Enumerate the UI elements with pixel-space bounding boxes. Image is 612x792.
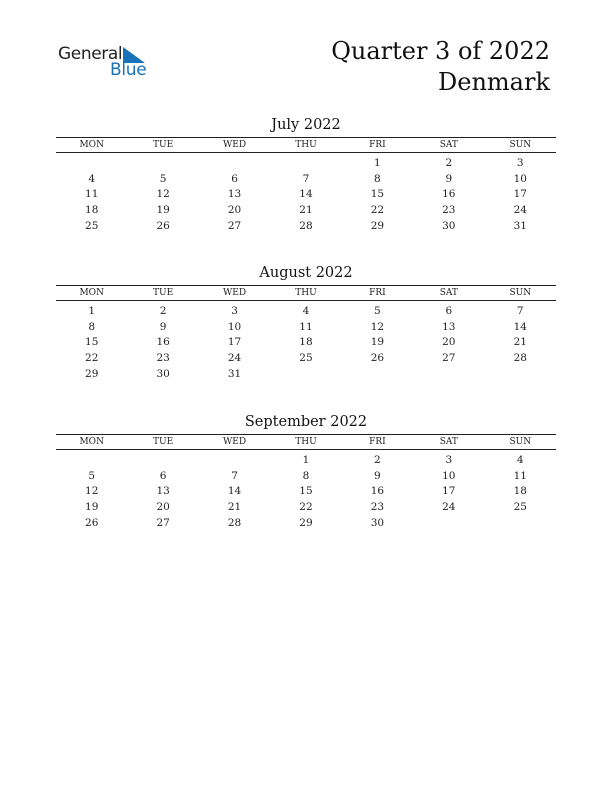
day-cell: 25 [85, 219, 99, 232]
day-cell: 24 [513, 203, 527, 216]
day-cell: 13 [156, 485, 170, 498]
calendar-grid [56, 285, 556, 381]
month-calendar-september [56, 413, 556, 530]
day-cell [413, 366, 484, 382]
day-cell: 23 [156, 351, 170, 364]
day-cell: 21 [513, 336, 527, 349]
weekday-label: SAT [413, 435, 484, 450]
day-cell: 4 [302, 304, 310, 317]
day-cell: 9 [374, 469, 381, 482]
day-cell: 31 [513, 219, 527, 232]
day-cell [485, 366, 556, 382]
day-cell: 18 [299, 336, 313, 349]
day-cell: 30 [156, 367, 170, 380]
quarter-title: Quarter 3 of 2022 [331, 37, 550, 65]
day-cell: 17 [227, 336, 242, 349]
day-cell: 24 [227, 351, 242, 364]
day-cell: 7 [231, 469, 238, 482]
day-cell: 29 [299, 516, 313, 529]
day-cell: 2 [374, 453, 381, 466]
month-title: August 2022 [259, 265, 353, 281]
day-cell: 27 [156, 516, 170, 529]
calendar-grid [56, 434, 556, 530]
day-cell: 22 [85, 351, 99, 364]
day-cell: 5 [374, 304, 381, 317]
weekday-label: MON [56, 286, 127, 301]
weekday-header-row [56, 138, 556, 153]
weekday-label: SUN [485, 138, 556, 153]
day-cell: 13 [442, 320, 456, 333]
day-cell: 1 [374, 156, 381, 169]
week-row [56, 334, 556, 350]
week-row [56, 483, 556, 499]
week-row [56, 468, 556, 484]
day-cell: 4 [88, 172, 96, 185]
week-row [56, 366, 556, 382]
day-cell: 25 [513, 500, 527, 513]
day-cell: 14 [299, 188, 313, 201]
day-cell: 19 [156, 203, 170, 216]
week-row [56, 202, 556, 218]
day-cell [485, 515, 556, 531]
day-cell: 21 [227, 500, 242, 513]
day-cell [56, 450, 127, 468]
day-cell: 25 [299, 351, 313, 364]
day-cell: 11 [513, 469, 527, 482]
day-cell: 3 [445, 453, 453, 466]
day-cell: 6 [159, 469, 167, 482]
day-cell: 17 [442, 485, 456, 498]
day-cell: 28 [227, 516, 242, 529]
day-cell: 22 [370, 203, 385, 216]
day-cell: 26 [156, 219, 170, 232]
day-cell: 15 [85, 336, 99, 349]
day-cell: 20 [442, 336, 456, 349]
day-cell [270, 366, 341, 382]
page-title [331, 36, 550, 98]
day-cell [270, 153, 341, 171]
day-cell: 6 [445, 304, 453, 317]
day-cell: 10 [227, 320, 242, 333]
weekday-label: THU [270, 138, 341, 153]
week-row [56, 499, 556, 515]
day-cell: 12 [85, 485, 99, 498]
day-cell: 27 [227, 219, 242, 232]
day-cell: 17 [513, 188, 527, 201]
day-cell [56, 153, 127, 171]
weekday-label: TUE [127, 435, 198, 450]
day-cell: 27 [442, 351, 456, 364]
weekday-label: FRI [342, 435, 413, 450]
day-cell: 8 [88, 320, 96, 333]
day-cell: 3 [516, 156, 524, 169]
weekday-label: FRI [342, 138, 413, 153]
weekday-label: THU [270, 286, 341, 301]
weekday-label: WED [199, 435, 270, 450]
weekday-label: SUN [485, 286, 556, 301]
weekday-label: SAT [413, 286, 484, 301]
month-title: September 2022 [244, 414, 368, 430]
country-title: Denmark [438, 68, 550, 96]
day-cell: 10 [513, 172, 527, 185]
weekday-header-row [56, 286, 556, 301]
day-cell [413, 515, 484, 531]
day-cell: 15 [299, 485, 313, 498]
day-cell: 12 [156, 188, 170, 201]
day-cell: 26 [85, 516, 99, 529]
week-row [56, 153, 556, 171]
day-cell [199, 153, 270, 171]
day-cell: 20 [227, 203, 242, 216]
day-cell: 4 [516, 453, 524, 466]
day-cell [199, 450, 270, 468]
day-cell: 23 [442, 203, 456, 216]
week-row [56, 301, 556, 319]
day-cell: 7 [302, 172, 310, 185]
day-cell: 28 [299, 219, 313, 232]
day-cell: 2 [159, 304, 167, 317]
month-calendar-july [56, 116, 556, 233]
day-cell: 7 [516, 304, 524, 317]
day-cell: 6 [231, 172, 238, 185]
month-title: July 2022 [271, 117, 341, 133]
day-cell: 28 [513, 351, 527, 364]
day-cell: 29 [370, 219, 385, 232]
day-cell: 5 [159, 172, 167, 185]
week-row [56, 515, 556, 531]
week-row [56, 319, 556, 335]
day-cell: 15 [370, 188, 385, 201]
day-cell: 29 [85, 367, 99, 380]
day-cell: 10 [442, 469, 456, 482]
day-cell: 31 [227, 367, 242, 380]
calendar-grid [56, 137, 556, 233]
weekday-label: WED [199, 286, 270, 301]
day-cell: 18 [85, 203, 99, 216]
month-calendar-august [56, 264, 556, 381]
day-cell [342, 366, 413, 382]
day-cell: 16 [442, 188, 456, 201]
weekday-label: MON [56, 138, 127, 153]
brand-name-blue: Blue [110, 60, 147, 80]
week-row [56, 450, 556, 468]
day-cell: 14 [227, 485, 242, 498]
day-cell: 22 [299, 500, 313, 513]
weekday-label: THU [270, 435, 341, 450]
weekday-label: TUE [127, 138, 198, 153]
day-cell: 1 [88, 304, 96, 317]
weekday-label: TUE [127, 286, 198, 301]
weekday-header-row [56, 435, 556, 450]
day-cell: 5 [88, 469, 96, 482]
day-cell: 1 [302, 453, 310, 466]
weekday-label: SUN [485, 435, 556, 450]
week-row [56, 218, 556, 234]
day-cell: 2 [445, 156, 453, 169]
day-cell: 24 [442, 500, 456, 513]
day-cell: 12 [370, 320, 385, 333]
day-cell: 16 [370, 485, 385, 498]
day-cell [127, 153, 198, 171]
brand-name-general: General [58, 44, 123, 64]
day-cell: 23 [370, 500, 385, 513]
day-cell: 18 [513, 485, 527, 498]
day-cell: 9 [445, 172, 453, 185]
day-cell: 13 [227, 188, 242, 201]
weekday-label: SAT [413, 138, 484, 153]
day-cell: 20 [156, 500, 170, 513]
day-cell: 16 [156, 336, 170, 349]
day-cell: 8 [374, 172, 381, 185]
day-cell: 9 [159, 320, 167, 333]
weekday-label: MON [56, 435, 127, 450]
day-cell: 30 [442, 219, 456, 232]
weekday-label: FRI [342, 286, 413, 301]
day-cell: 26 [370, 351, 385, 364]
day-cell: 11 [85, 188, 99, 201]
day-cell: 19 [85, 500, 99, 513]
week-row [56, 350, 556, 366]
day-cell: 3 [231, 304, 238, 317]
day-cell: 14 [513, 320, 527, 333]
day-cell: 11 [299, 320, 313, 333]
day-cell: 8 [302, 469, 310, 482]
brand-logo [58, 44, 158, 82]
day-cell [127, 450, 198, 468]
day-cell: 30 [370, 516, 385, 529]
week-row [56, 186, 556, 202]
weekday-label: WED [199, 138, 270, 153]
week-row [56, 171, 556, 187]
day-cell: 21 [299, 203, 313, 216]
day-cell: 19 [370, 336, 385, 349]
